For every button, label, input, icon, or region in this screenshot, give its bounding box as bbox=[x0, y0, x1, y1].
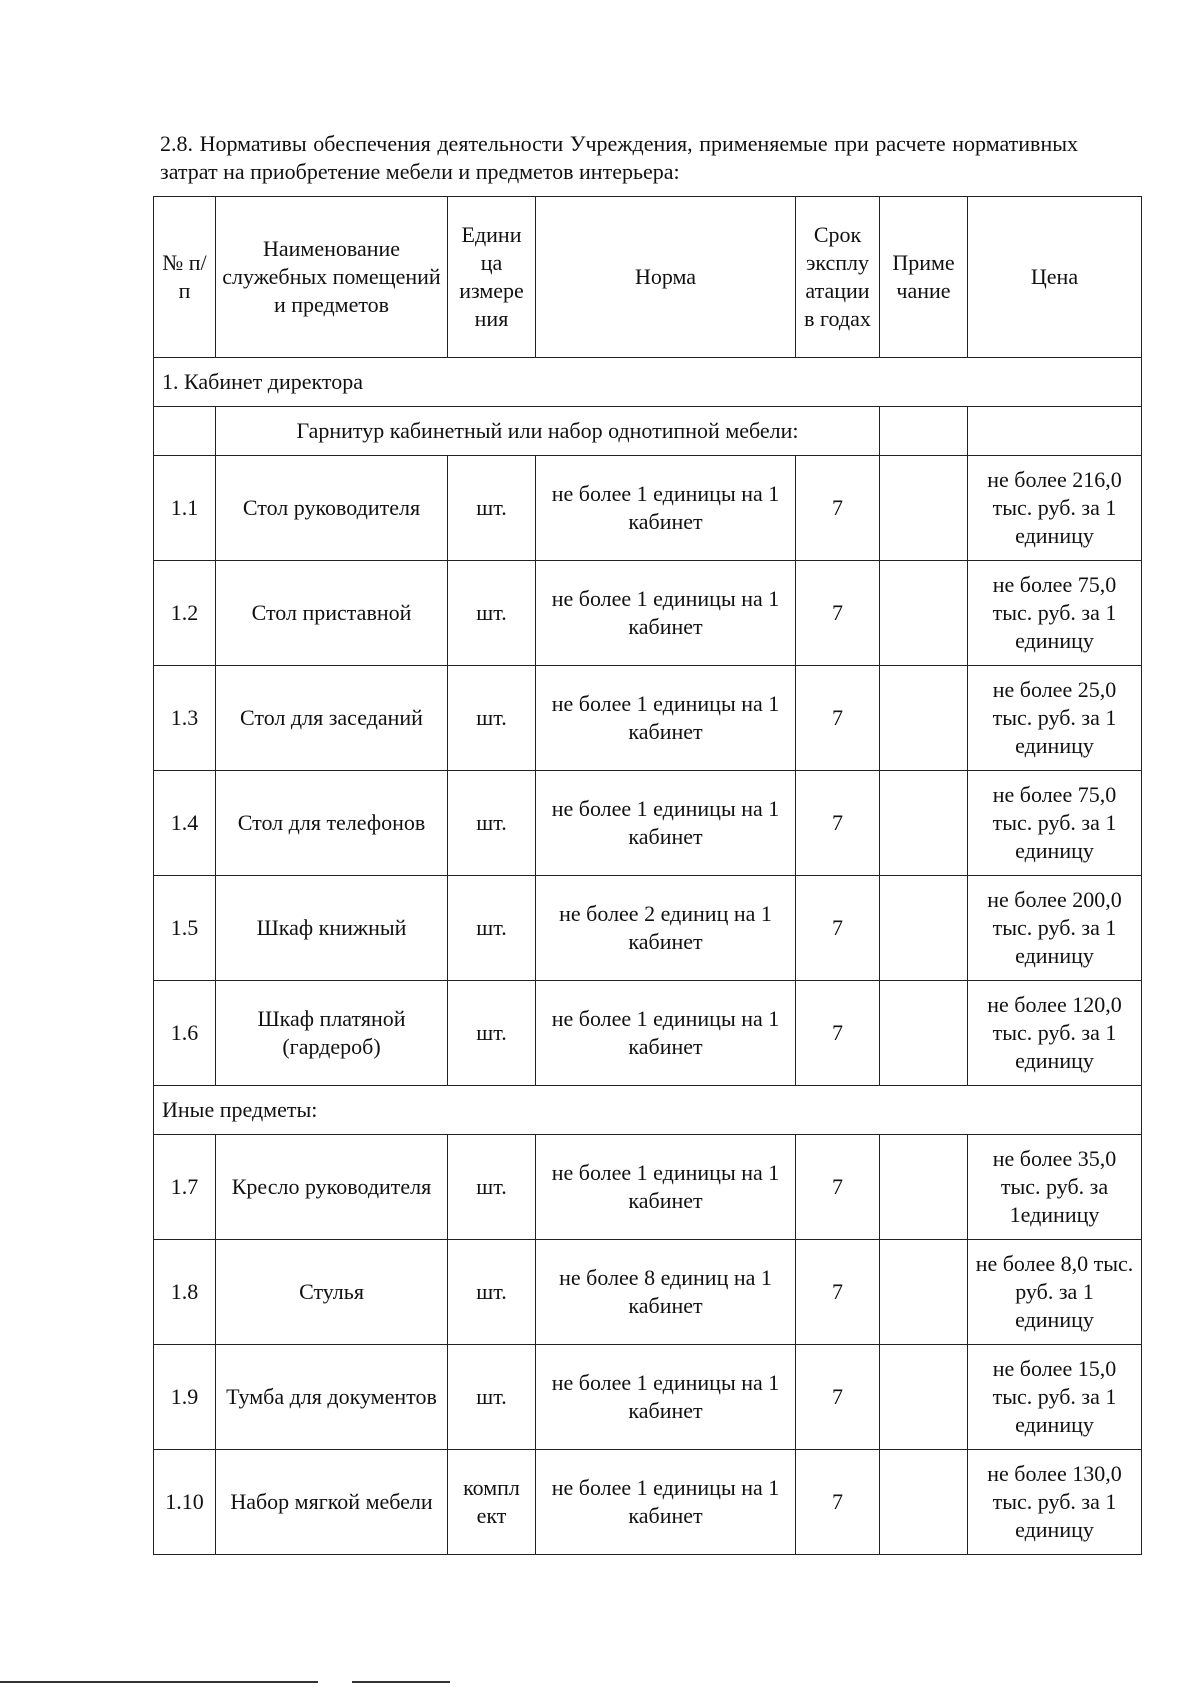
cell-num: 1.6 bbox=[154, 981, 216, 1086]
cell-num: 1.5 bbox=[154, 876, 216, 981]
cell-norm: не более 2 единиц на 1 кабинет bbox=[536, 876, 796, 981]
cell-name: Стол для заседаний bbox=[216, 666, 448, 771]
cell-note bbox=[880, 561, 968, 666]
section-title: Иные предметы: bbox=[154, 1086, 1142, 1135]
cell-term: 7 bbox=[796, 561, 880, 666]
cell-name: Тумба для документов bbox=[216, 1345, 448, 1450]
cell-num: 1.10 bbox=[154, 1450, 216, 1555]
cell-norm: не более 1 единицы на 1 кабинет bbox=[536, 1345, 796, 1450]
cell-num: 1.2 bbox=[154, 561, 216, 666]
header-norm: Норма bbox=[536, 197, 796, 358]
cell-note bbox=[880, 876, 968, 981]
cell-price: не более 120,0 тыс. руб. за 1 единицу bbox=[968, 981, 1142, 1086]
cell-note bbox=[880, 1240, 968, 1345]
cell-unit: шт. bbox=[448, 666, 536, 771]
cell-term: 7 bbox=[796, 981, 880, 1086]
cell-name: Стол приставной bbox=[216, 561, 448, 666]
cell-num: 1.1 bbox=[154, 456, 216, 561]
cell-unit: шт. bbox=[448, 456, 536, 561]
footer-rule bbox=[0, 1681, 318, 1683]
cell-num: 1.4 bbox=[154, 771, 216, 876]
table-row bbox=[154, 1345, 1142, 1450]
cell-unit: компл ект bbox=[448, 1450, 536, 1555]
subsection-title: Гарнитур кабинетный или набор однотипной мебели: bbox=[216, 407, 880, 456]
cell-name: Шкаф платяной (гардероб) bbox=[216, 981, 448, 1086]
subsection-empty-cell bbox=[880, 407, 968, 456]
cell-price: не более 75,0 тыс. руб. за 1 единицу bbox=[968, 561, 1142, 666]
cell-num: 1.7 bbox=[154, 1135, 216, 1240]
cell-norm: не более 1 единицы на 1 кабинет bbox=[536, 1450, 796, 1555]
subsection-empty-cell bbox=[154, 407, 216, 456]
cell-price: не более 216,0 тыс. руб. за 1 единицу bbox=[968, 456, 1142, 561]
table-row bbox=[154, 666, 1142, 771]
cell-note bbox=[880, 1345, 968, 1450]
table-row bbox=[154, 561, 1142, 666]
cell-num: 1.9 bbox=[154, 1345, 216, 1450]
cell-note bbox=[880, 456, 968, 561]
cell-name: Кресло руководителя bbox=[216, 1135, 448, 1240]
intro-paragraph: 2.8. Нормативы обеспечения деятельности Учреждения, применяемые при расчете нормативных затрат на приобретение мебели и предметов интерьера: bbox=[160, 131, 1078, 184]
cell-term: 7 bbox=[796, 1345, 880, 1450]
cell-norm: не более 1 единицы на 1 кабинет bbox=[536, 561, 796, 666]
cell-num: 1.8 bbox=[154, 1240, 216, 1345]
cell-unit: шт. bbox=[448, 1345, 536, 1450]
header-price: Цена bbox=[968, 197, 1142, 358]
cell-term: 7 bbox=[796, 1450, 880, 1555]
cell-price: не более 25,0 тыс. руб. за 1 единицу bbox=[968, 666, 1142, 771]
section-row bbox=[154, 358, 1142, 407]
cell-unit: шт. bbox=[448, 771, 536, 876]
cell-term: 7 bbox=[796, 771, 880, 876]
header-unit: Едини ца измере ния bbox=[448, 197, 536, 358]
cell-note bbox=[880, 1135, 968, 1240]
cell-norm: не более 1 единицы на 1 кабинет bbox=[536, 981, 796, 1086]
cell-price: не более 200,0 тыс. руб. за 1 единицу bbox=[968, 876, 1142, 981]
header-row bbox=[154, 197, 1142, 358]
cell-name: Набор мягкой мебели bbox=[216, 1450, 448, 1555]
cell-num: 1.3 bbox=[154, 666, 216, 771]
cell-price: не более 75,0 тыс. руб. за 1 единицу bbox=[968, 771, 1142, 876]
table-row bbox=[154, 981, 1142, 1086]
cell-norm: не более 1 единицы на 1 кабинет bbox=[536, 1135, 796, 1240]
cell-unit: шт. bbox=[448, 876, 536, 981]
cell-norm: не более 8 единиц на 1 кабинет bbox=[536, 1240, 796, 1345]
table-row bbox=[154, 771, 1142, 876]
cell-term: 7 bbox=[796, 456, 880, 561]
header-note: Приме чание bbox=[880, 197, 968, 358]
cell-unit: шт. bbox=[448, 981, 536, 1086]
cell-unit: шт. bbox=[448, 1240, 536, 1345]
cell-price: не более 15,0 тыс. руб. за 1 единицу bbox=[968, 1345, 1142, 1450]
header-num: № п/п bbox=[154, 197, 216, 358]
cell-unit: шт. bbox=[448, 1135, 536, 1240]
cell-norm: не более 1 единицы на 1 кабинет bbox=[536, 666, 796, 771]
header-name: Наименование служебных помещений и предметов bbox=[216, 197, 448, 358]
subsection-row bbox=[154, 407, 1142, 456]
table-row bbox=[154, 456, 1142, 561]
table-row bbox=[154, 876, 1142, 981]
cell-norm: не более 1 единицы на 1 кабинет bbox=[536, 456, 796, 561]
cell-term: 7 bbox=[796, 876, 880, 981]
cell-name: Шкаф книжный bbox=[216, 876, 448, 981]
cell-term: 7 bbox=[796, 666, 880, 771]
cell-unit: шт. bbox=[448, 561, 536, 666]
subsection-empty-cell bbox=[968, 407, 1142, 456]
cell-norm: не более 1 единицы на 1 кабинет bbox=[536, 771, 796, 876]
cell-term: 7 bbox=[796, 1240, 880, 1345]
cell-term: 7 bbox=[796, 1135, 880, 1240]
cell-note bbox=[880, 1450, 968, 1555]
table-row bbox=[154, 1240, 1142, 1345]
cell-price: не более 35,0 тыс. руб. за 1единицу bbox=[968, 1135, 1142, 1240]
table-row bbox=[154, 1450, 1142, 1555]
cell-name: Стулья bbox=[216, 1240, 448, 1345]
norms-table bbox=[153, 196, 1142, 1555]
cell-price: не более 8,0 тыс. руб. за 1 единицу bbox=[968, 1240, 1142, 1345]
header-term: Срок эксплу атации в годах bbox=[796, 197, 880, 358]
table-row bbox=[154, 1135, 1142, 1240]
cell-name: Стол руководителя bbox=[216, 456, 448, 561]
cell-note bbox=[880, 666, 968, 771]
cell-note bbox=[880, 771, 968, 876]
section-row bbox=[154, 1086, 1142, 1135]
cell-note bbox=[880, 981, 968, 1086]
cell-name: Стол для телефонов bbox=[216, 771, 448, 876]
cell-price: не более 130,0 тыс. руб. за 1 единицу bbox=[968, 1450, 1142, 1555]
footer-rule bbox=[352, 1681, 450, 1683]
section-title: 1. Кабинет директора bbox=[154, 358, 1142, 407]
